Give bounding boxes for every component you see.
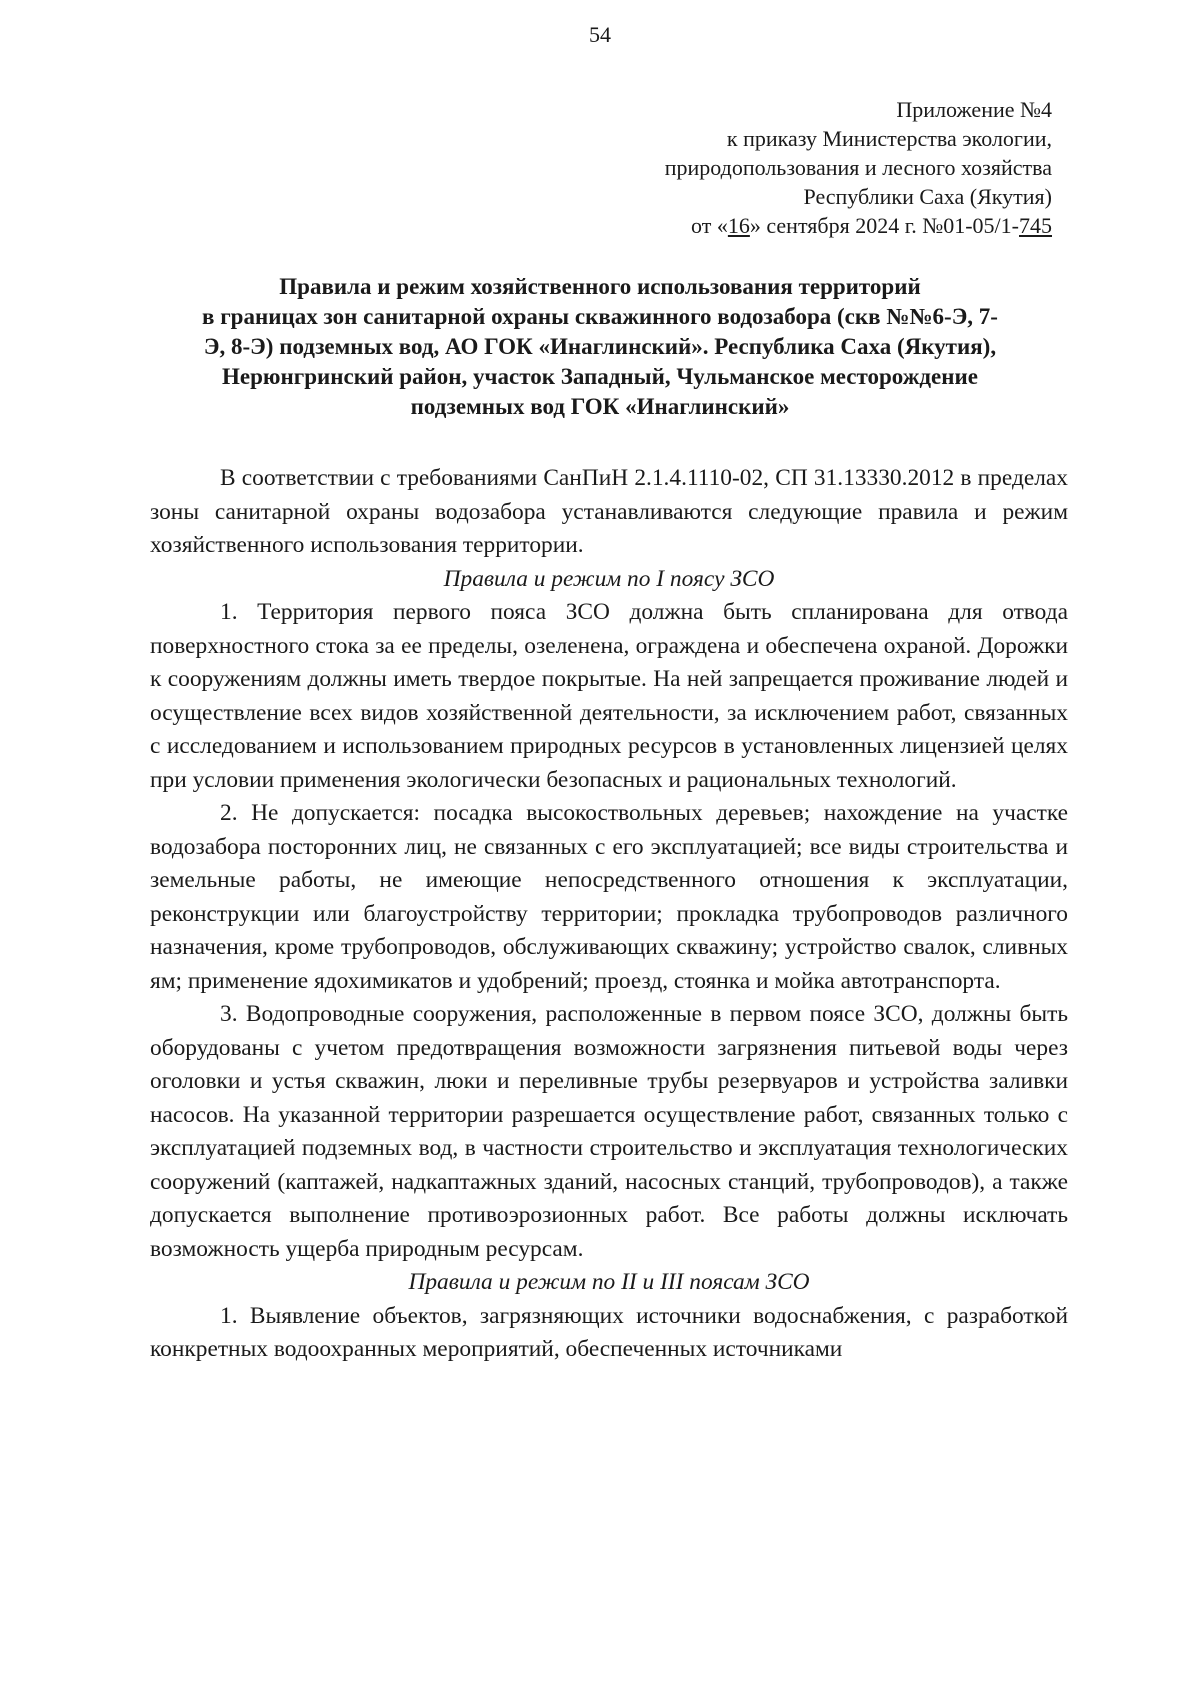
- document-title: [140, 272, 1060, 422]
- section-1-paragraph-2: 2. Не допускается: посадка высокоствольных деревьев; нахождение на участке водозабора посторонних лиц, не связанных с его эксплуатацией; все виды строительства и земельные работы, не имеющие непосредственного отношения к эксплуатации, реконструкции или благоустройству территории; прокладка трубопроводов различного назначения, кроме трубопроводов, обслуживающих скважину; устройство свалок, сливных ям; применение ядохимикатов и удобрений; проезд, стоянка и мойка автотранспорта.: [150, 800, 1068, 994]
- appendix-line-3: природопользования и лесного хозяйства: [664, 155, 1052, 180]
- title-line-5: подземных вод ГОК «Инаглинский»: [410, 394, 790, 419]
- intro-paragraph: В соответствии с требованиями СанПиН 2.1.4.1110-02, СП 31.13330.2012 в пределах зоны санитарной охраны водозабора устанавливаются следующие правила и режим хозяйственного использования территории.: [150, 465, 1068, 558]
- title-line-3: Э, 8-Э) подземных вод, АО ГОК «Инаглинский». Республика Саха (Якутия),: [203, 334, 997, 359]
- appendix-line-4: Республики Саха (Якутия): [803, 184, 1052, 209]
- appendix-line-2: к приказу Министерства экологии,: [726, 126, 1052, 151]
- title-line-1: Правила и режим хозяйственного использования территорий: [279, 274, 921, 299]
- title-line-2: в границах зон санитарной охраны скважинного водозабора (скв №№6-Э, 7-: [202, 304, 998, 329]
- section-2-paragraph-1: 1. Выявление объектов, загрязняющих источники водоснабжения, с разработкой конкретных водоохранных мероприятий, обеспеченных источниками: [150, 1302, 1068, 1362]
- order-day: 16: [727, 213, 750, 238]
- date-prefix: от «: [691, 213, 728, 238]
- appendix-line-5: [665, 211, 1052, 240]
- page-number: 54: [589, 22, 611, 47]
- title-line-4: Нерюнгринский район, участок Западный, Чульманское месторождение: [222, 364, 978, 389]
- section-1-paragraph-1: 1. Территория первого пояса ЗСО должна быть спланирована для отвода поверхностного стока за ее пределы, озеленена, ограждена и обеспечена охраной. Дорожки к сооружениям должны иметь твердое покрытые. На ней запрещается проживание людей и осуществление всех видов хозяйственной деятельности, за исключением работ, связанных с исследованием и использованием природных ресурсов в установленных лицензией целях при условии применения экологически безопасных и рациональных технологий.: [150, 599, 1068, 793]
- appendix-line-1: Приложение №4: [896, 97, 1052, 122]
- section-1-paragraph-3: 3. Водопроводные сооружения, расположенные в первом поясе ЗСО, должны быть оборудованы с учетом предотвращения возможности загрязнения питьевой воды через оголовки и устья скважин, люки и переливные трубы резервуаров и устройства заливки насосов. На указанной территории разрешается осуществление работ, связанных только с эксплуатацией подземных вод, в частности строительство и эксплуатация технологических сооружений (каптажей, надкаптажных зданий, насосных станций, трубопроводов), а также допускается выполнение противоэрозионных работ. Все работы должны исключать возможность ущерба природным ресурсам.: [150, 1001, 1068, 1262]
- section-1-heading: Правила и режим по I поясу ЗСО: [443, 565, 775, 592]
- appendix-header: [665, 95, 1052, 240]
- document-body: [150, 462, 1068, 1367]
- order-number-suffix: 745: [1019, 213, 1052, 238]
- section-2-heading: Правила и режим по II и III поясам ЗСО: [408, 1269, 810, 1295]
- date-middle: » сентября 2024 г. №01-05/1-: [749, 213, 1019, 238]
